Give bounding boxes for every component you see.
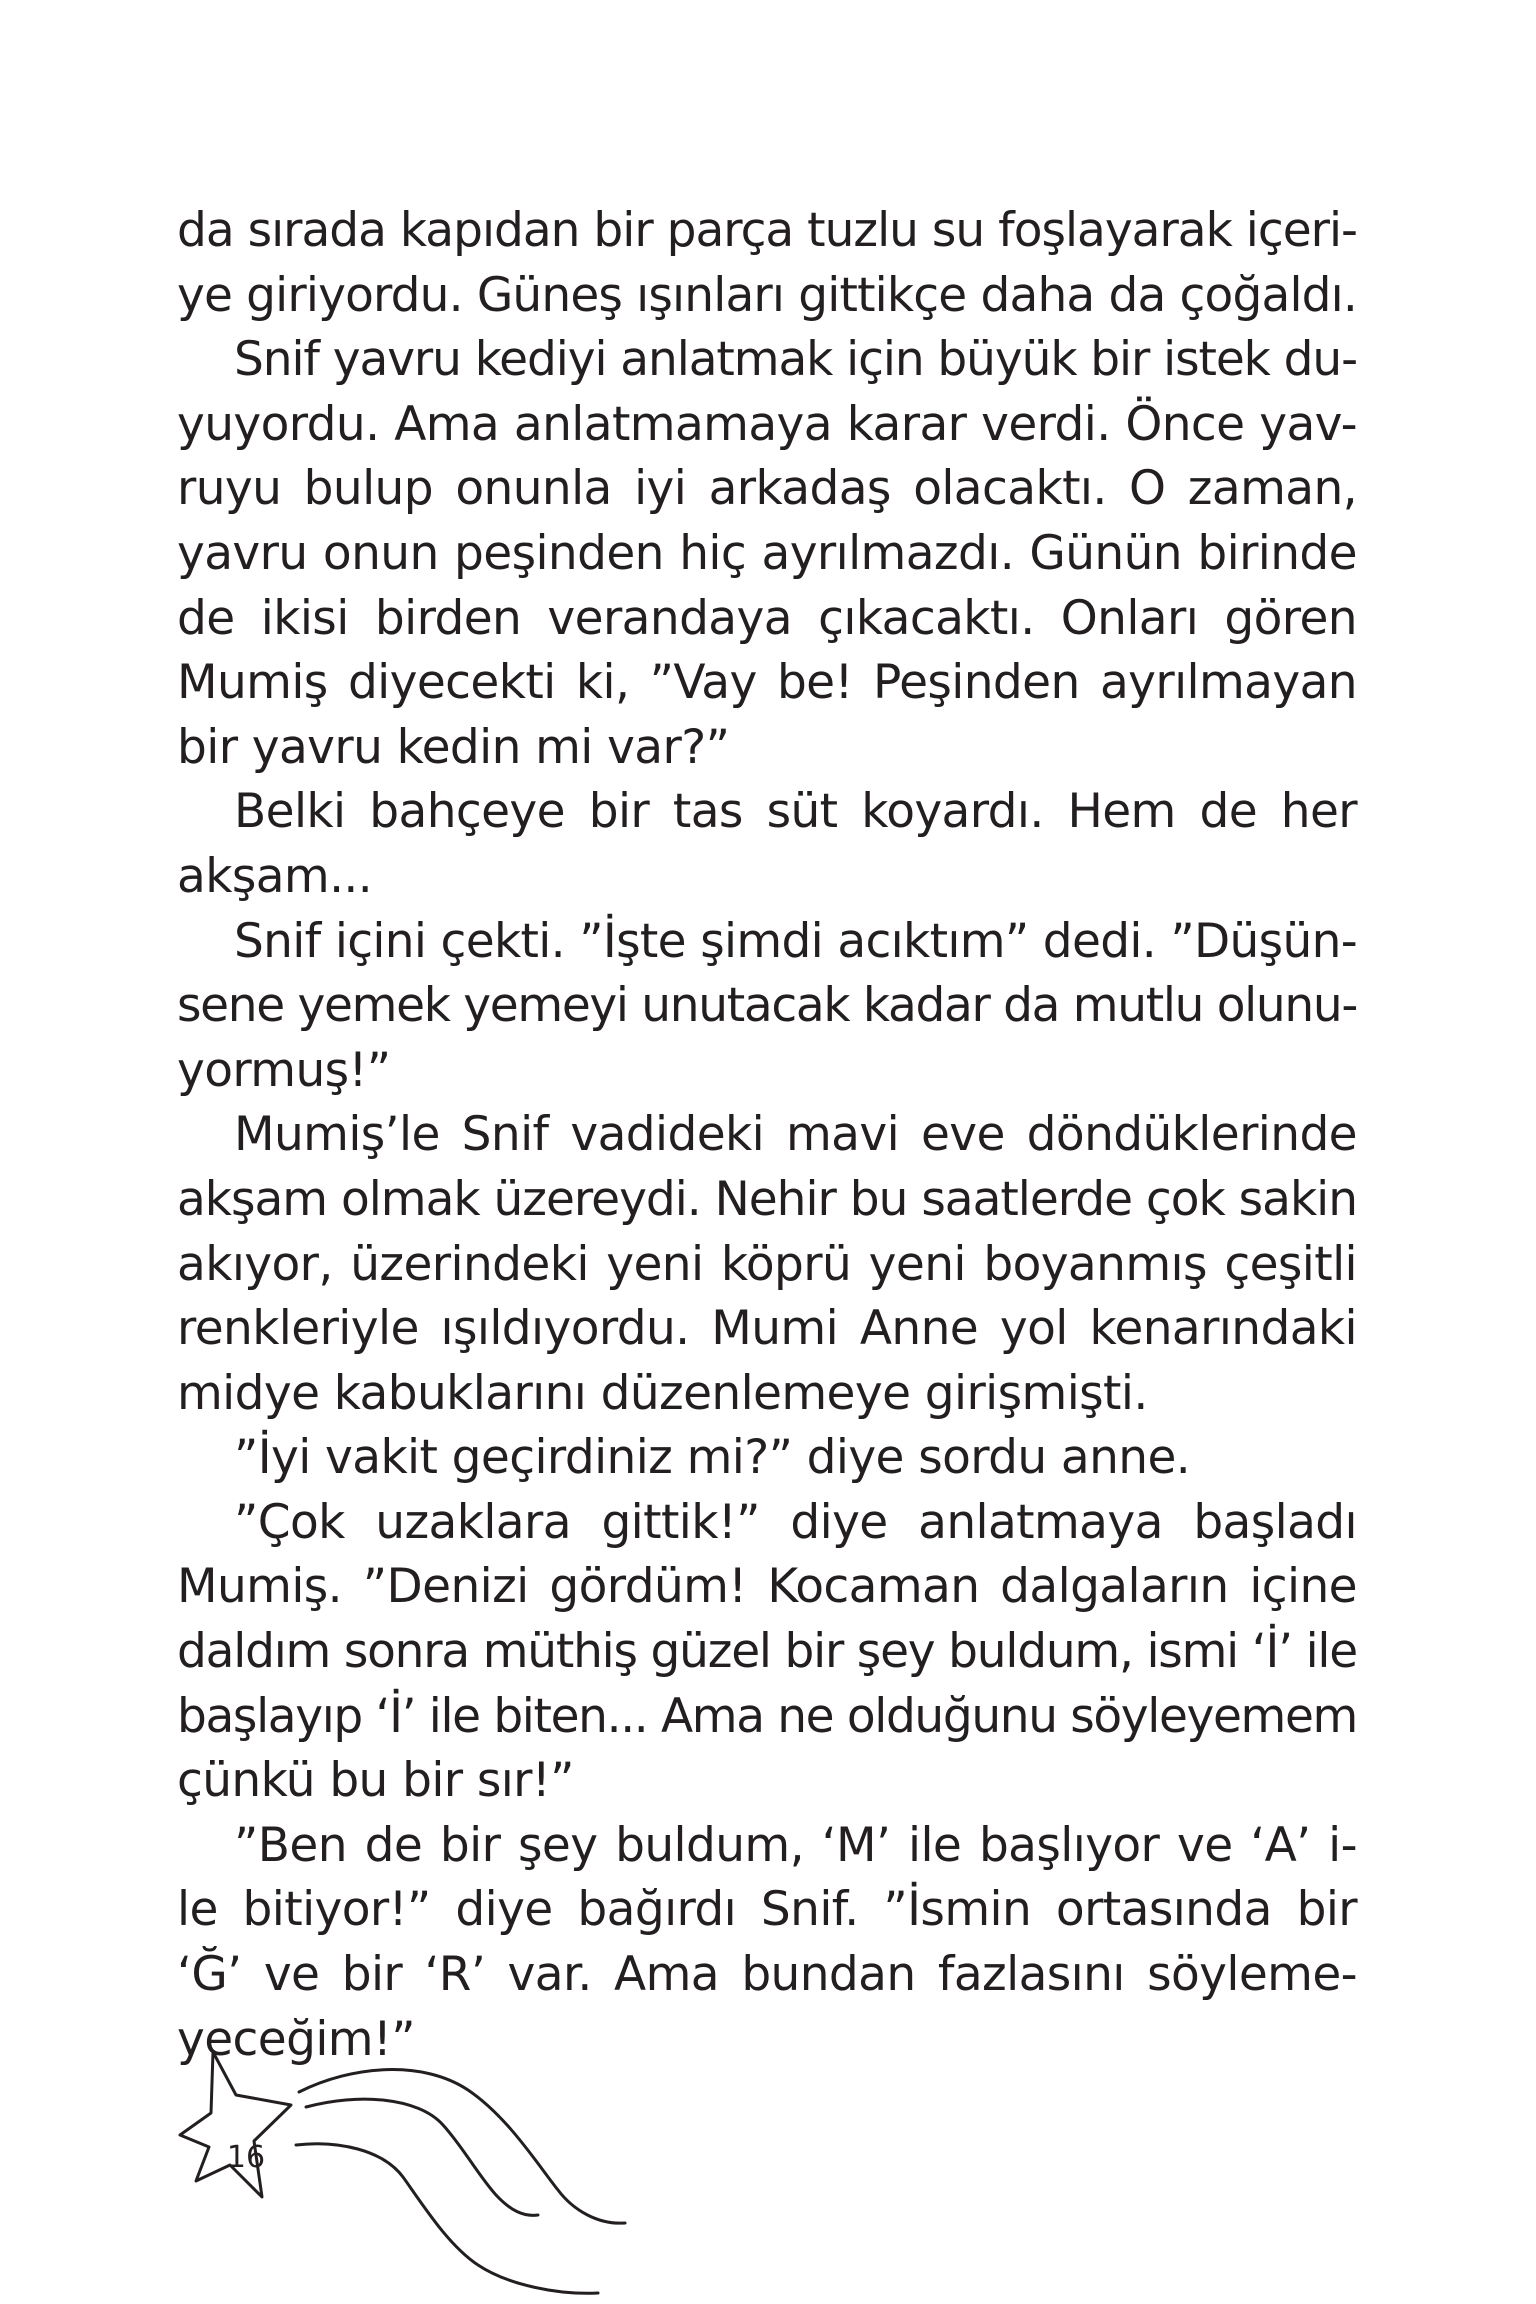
body-text (177, 199, 1357, 2072)
text-line: yeceğim!” (177, 2011, 415, 2067)
text-line: akşam olmak üzereydi. Nehir bu saatlerde çok sakin (177, 1171, 1357, 1227)
text-line: sene yemek yemeyi unutacak kadar da mutlu olunu- (177, 978, 1357, 1034)
paragraph-first-line: Belki bahçeye bir tas süt koyardı. Hem de her (234, 784, 1357, 840)
text-line: midye kabuklarını düzenlemeye girişmişti. (177, 1365, 1148, 1421)
tail-lower (296, 2144, 598, 2293)
text-line: çünkü bu bir sır!” (177, 1753, 574, 1809)
text-line: daldım sonra müthiş güzel bir şey buldum, ismi ‘İ’ ile (177, 1624, 1357, 1680)
text-line: Mumiş. ”Denizi gördüm! Kocaman dalgaların içine (177, 1559, 1357, 1615)
tail-middle (306, 2099, 538, 2215)
paragraph-first-line: ”Çok uzaklara gittik!” diye anlatmaya başladı (234, 1494, 1357, 1550)
text-line: ruyu bulup onunla iyi arkadaş olacaktı. O zaman, (177, 461, 1357, 517)
text-line: yuyordu. Ama anlatmamaya karar verdi. Önce yav- (177, 396, 1357, 452)
page-number: 16 (226, 2140, 266, 2175)
paragraph-first-line: Mumiş’le Snif vadideki mavi eve döndüklerinde (234, 1107, 1357, 1163)
text-line: de ikisi birden verandaya çıkacaktı. Onları gören (177, 590, 1357, 646)
text-line: yavru onun peşinden hiç ayrılmazdı. Günün birinde (177, 525, 1357, 581)
paragraph-first-line: ”İyi vakit geçirdiniz mi?” diye sordu anne. (234, 1430, 1191, 1486)
text-line: yormuş!” (177, 1042, 391, 1098)
text-line: renkleriyle ışıldıyordu. Mumi Anne yol kenarındaki (177, 1301, 1357, 1357)
text-line: ye giriyordu. Güneş ışınları gittikçe daha da çoğaldı. (177, 267, 1357, 323)
paragraph-first-line: Snif yavru kediyi anlatmak için büyük bir istek du- (234, 332, 1357, 388)
paragraph-first-line: ”Ben de bir şey buldum, ‘M’ ile başlıyor ve ‘A’ i- (234, 1817, 1357, 1873)
text-line: başlayıp ‘İ’ ile biten... Ama ne olduğunu söyleyemem (177, 1688, 1357, 1744)
text-line: da sırada kapıdan bir parça tuzlu su foşlayarak içeri- (177, 203, 1357, 258)
text-line: le bitiyor!” diye bağırdı Snif. ”İsmin ortasında bir (177, 1882, 1357, 1938)
paragraph-first-line: Snif içini çekti. ”İşte şimdi acıktım” dedi. ”Düşün- (234, 913, 1357, 969)
text-line: Mumiş diyecekti ki, ”Vay be! Peşinden ayrılmayan (177, 655, 1357, 711)
text-line: ‘Ğ’ ve bir ‘R’ var. Ama bundan fazlasını söyleme- (177, 1947, 1357, 2003)
text-line: bir yavru kedin mi var?” (177, 719, 730, 775)
text-line: akşam... (177, 848, 373, 904)
text-line: akıyor, üzerindeki yeni köprü yeni boyanmış çeşitli (177, 1236, 1357, 1292)
